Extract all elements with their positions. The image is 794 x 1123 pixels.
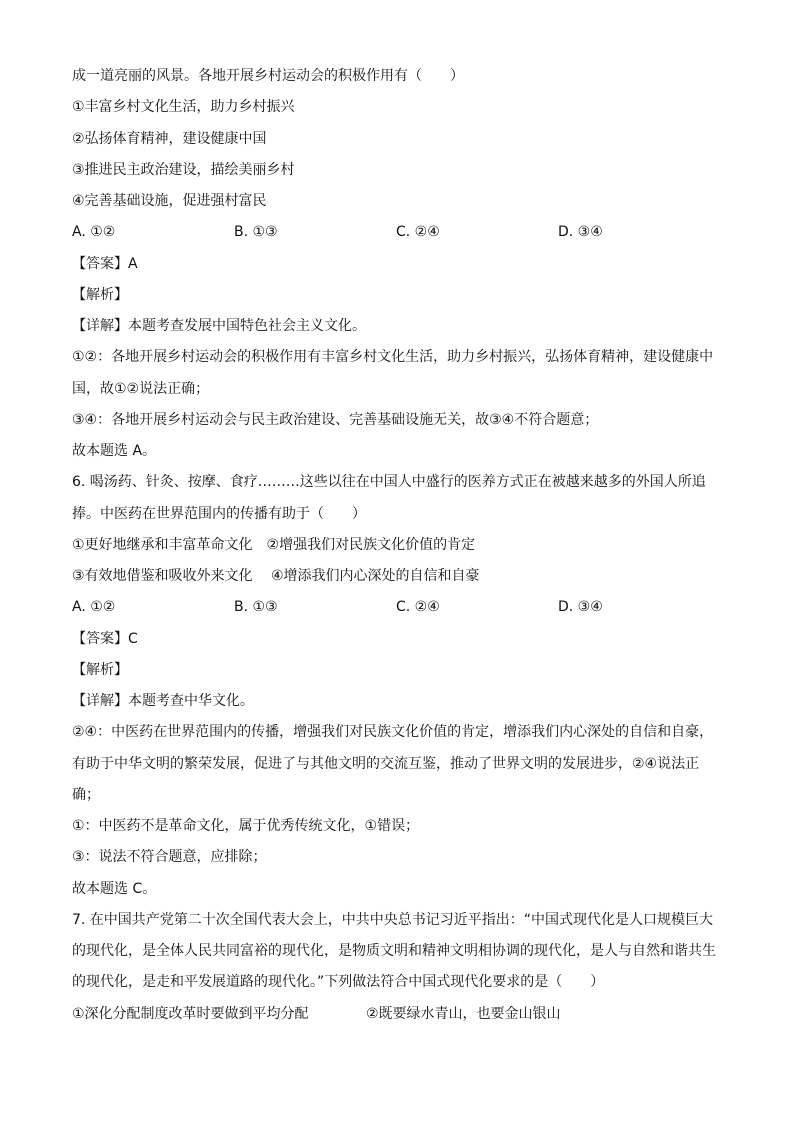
q6-option-a: A. ①② [72, 599, 116, 615]
q5-explanation-4: ③④：各地开展乡村运动会与民主政治建设、完善基础设施无关，故③④不符合题意； [72, 412, 599, 428]
q6-explanation-5: ①：中医药不是革命文化，属于优秀传统文化，①错误； [72, 818, 420, 834]
q5-item-3: ③推进民主政治建设，描绘美丽乡村 [72, 162, 295, 178]
q5-stem: 成一道亮丽的风景。各地开展乡村运动会的积极作用有（ ） [72, 68, 464, 84]
q7-item-2: ②既要绿水青山，也要金山银山 [366, 1006, 561, 1022]
q6-item-1: ①更好地继承和丰富革命文化 ②增强我们对民族文化价值的肯定 [72, 537, 476, 553]
q6-analysis-label: 【解析】 [72, 662, 128, 678]
q5-option-c: C. ②④ [396, 224, 440, 240]
q5-item-4: ④完善基础设施，促进强村富民 [72, 193, 267, 209]
q6-stem-2: 捧。中医药在世界范围内的传播有助于（ ） [72, 506, 366, 522]
q5-explanation-5: 故本题选 A。 [72, 443, 157, 459]
q7-stem-1: 7. 在中国共产党第二十次全国代表大会上，中共中央总书记习近平指出：“中国式现代化是人口规模巨大 [72, 912, 714, 928]
q6-explanation-1: 【详解】本题考查中华文化。 [72, 693, 254, 709]
q6-explanation-2: ②④：中医药在世界范围内的传播，增强我们对民族文化价值的肯定，增添我们内心深处的自信和自豪， [72, 724, 714, 740]
q6-item-2: ③有效地借鉴和吸收外来文化 ④增添我们内心深处的自信和自豪 [72, 568, 480, 584]
q5-analysis-label: 【解析】 [72, 287, 128, 303]
q5-option-d: D. ③④ [558, 224, 603, 240]
q6-answer: 【答案】C [72, 631, 138, 647]
q6-explanation-7: 故本题选 C。 [72, 881, 157, 897]
q7-item-1: ①深化分配制度改革时要做到平均分配 [72, 1006, 309, 1022]
q6-stem-1: 6. 喝汤药、针灸、按摩、食疗………这些以往在中国人中盛行的医养方式正在被越来越多的外国人所追 [72, 474, 706, 490]
q6-explanation-6: ③：说法不符合题意，应排除； [72, 849, 267, 865]
q6-option-c: C. ②④ [396, 599, 440, 615]
q6-explanation-3: 有助于中华文明的繁荣发展，促进了与其他文明的交流互鉴，推动了世界文明的发展进步，②④说法正 [72, 756, 700, 772]
q5-option-a: A. ①② [72, 224, 116, 240]
q6-explanation-4: 确； [72, 787, 100, 803]
q5-answer: 【答案】A [72, 256, 138, 272]
q5-explanation-1: 【详解】本题考查发展中国特色社会主义文化。 [72, 318, 366, 334]
q5-explanation-2: ①②：各地开展乡村运动会的积极作用有丰富乡村文化生活，助力乡村振兴，弘扬体育精神，建设健康中 [72, 349, 714, 365]
q6-option-b: B. ①③ [234, 599, 278, 615]
q6-option-d: D. ③④ [558, 599, 603, 615]
q7-stem-3: 的现代化，是走和平发展道路的现代化。”下列做法符合中国式现代化要求的是（ ） [72, 974, 605, 990]
q5-item-1: ①丰富乡村文化生活，助力乡村振兴 [72, 99, 295, 115]
q5-item-2: ②弘扬体育精神，建设健康中国 [72, 131, 267, 147]
q7-stem-2: 的现代化，是全体人民共同富裕的现代化，是物质文明和精神文明相协调的现代化，是人与自然和谐共生 [72, 943, 716, 959]
q5-option-b: B. ①③ [234, 224, 278, 240]
q5-explanation-3: 国，故①②说法正确； [72, 381, 210, 397]
